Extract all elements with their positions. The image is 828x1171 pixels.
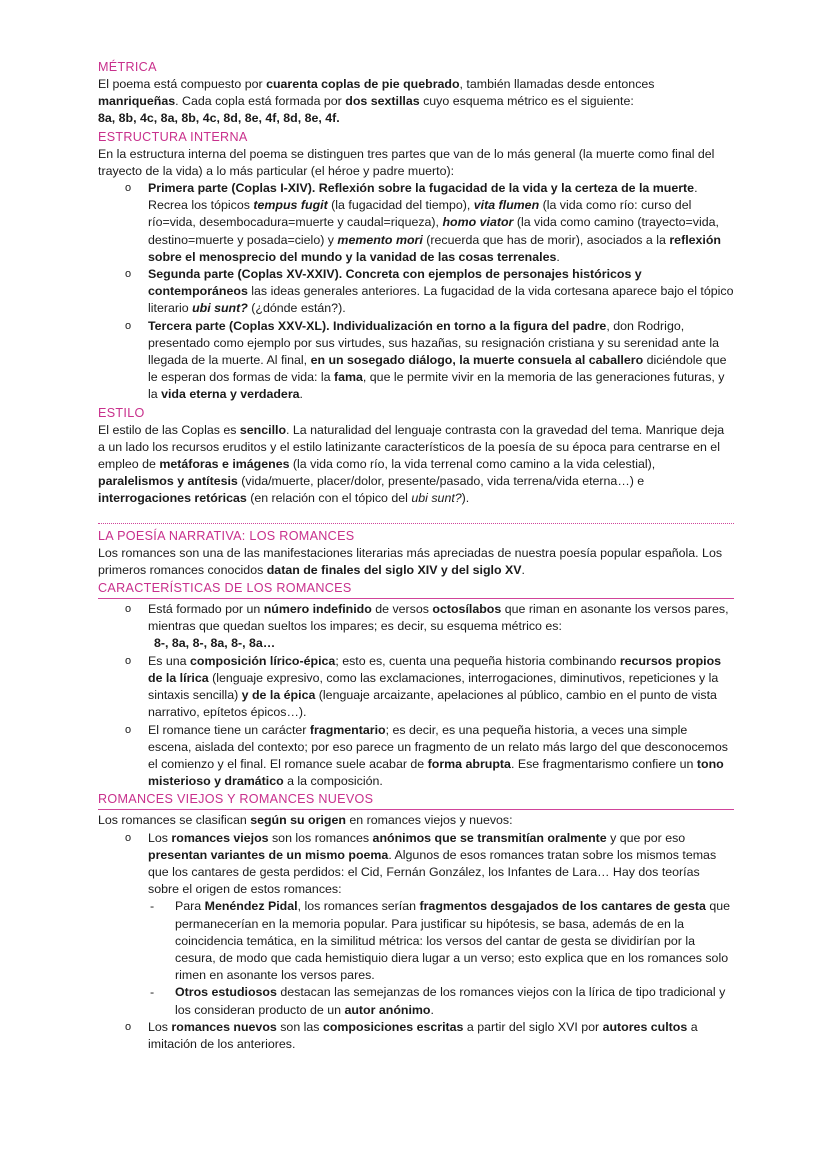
section-heading-caracteristicas: CARACTERÍSTICAS DE LOS ROMANCES <box>98 580 734 599</box>
list-item: - Para Menéndez Pidal, los romances serían fragmentos desgajados de los cantares de gesta que permanecerían en la memoria popular. Para justificar su hipótesis, se basa, además de en la coincidencia temática, en la similitud métrica: los versos del cantar de gesta se dividirían por la cesura, de modo que cada hemistiquio diera lugar a un verso; esto explica que en los romances solo rimen en asonante los versos pares. <box>175 898 734 984</box>
metrica-paragraph: El poema está compuesto por cuarenta coplas de pie quebrado, también llamadas desde entonces manriqueñas. Cada copla está formada por dos sextillas cuyo esquema métrico es el siguiente: <box>98 77 655 109</box>
section-heading-estilo: ESTILO <box>98 405 145 420</box>
dotted-divider <box>98 523 734 524</box>
document-page <box>98 58 734 1053</box>
list-item: o Los romances nuevos son las composiciones escritas a partir del siglo XVI por autores cultos a imitación de los anteriores. <box>148 1019 734 1053</box>
list-item: o Primera parte (Coplas I-XIV). Reflexión sobre la fugacidad de la vida y la certeza de la muerte. Recrea los tópicos tempus fugit (la fugacidad del tiempo), vita flumen (la vida como río: curso del río=vida, desembocadura=muerte y caudal=riqueza), homo viator (la vida como camino (trayecto=vida, destino=muerte y posada=cielo) y memento mori (recuerda que has de morir), asociados a la reflexión sobre el menosprecio del mundo y la vanidad de las cosas terrenales. <box>148 180 734 266</box>
theories-list <box>148 898 734 1018</box>
viejos-nuevos-intro: Los romances se clasifican según su origen en romances viejos y nuevos: <box>98 813 513 828</box>
romance-scheme: 8-, 8a, 8-, 8a, 8-, 8a… <box>154 636 276 651</box>
estructura-list <box>98 180 734 404</box>
section-heading-romances-viejos-nuevos: ROMANCES VIEJOS Y ROMANCES NUEVOS <box>98 791 734 810</box>
narrativa-paragraph: Los romances son una de las manifestaciones literarias más apreciadas de nuestra poesía popular española. Los primeros romances conocidos datan de finales del siglo XIV y del siglo XV. <box>98 545 723 577</box>
estructura-intro: En la estructura interna del poema se distinguen tres partes que van de lo más general (la muerte como final del trayecto de la vida) a lo más particular (el héroe y padre muerto): <box>98 146 715 178</box>
list-item: o Segunda parte (Coplas XV-XXIV). Concreta con ejemplos de personajes históricos y contemporáneos las ideas generales anteriores. La fugacidad de la vida cortesana aparece bajo el tópico literario ubi sunt? (¿dónde están?). <box>148 266 734 318</box>
estilo-paragraph: El estilo de las Coplas es sencillo. La naturalidad del lenguaje contrasta con la gravedad del tema. Manrique deja a un lado los recursos eruditos y el estilo latinizante característicos de la poesía de su época para centrarse en el empleo de metáforas e imágenes (la vida como río, la vida terrenal como camino a la vida celestial), paralelismos y antítesis (vida/muerte, placer/dolor, presente/pasado, vida terrena/vida eterna…) e interrogaciones retóricas (en relación con el tópico del ubi sunt?). <box>98 422 725 506</box>
section-heading-metrica: MÉTRICA <box>98 60 157 74</box>
list-item: o Es una composición lírico-épica; esto es, cuenta una pequeña historia combinando recursos propios de la lírica (lenguaje expresivo, como las exclamaciones, interrogaciones, diminutivos, repeticiones y la sintaxis sencilla) y de la épica (lenguaje arcaizante, apelaciones al público, cambio en el punto de vista narrativo, epítetos épicos…). <box>148 653 734 722</box>
metrica-scheme: 8a, 8b, 4c, 8a, 8b, 4c, 8d, 8e, 4f, 8d, 8e, 4f. <box>98 111 340 126</box>
list-item: o Está formado por un número indefinido de versos octosílabos que riman en asonante los versos pares, mientras que quedan sueltos los impares; es decir, su esquema métrico es: 8-, 8a, 8-, 8a, 8-, 8a… <box>148 601 734 653</box>
viejos-nuevos-list <box>98 830 734 1054</box>
list-item: o El romance tiene un carácter fragmentario; es decir, es una pequeña historia, a veces una simple escena, aislada del contexto; por eso parece un fragmento de un relato más largo del que desconocemos el comienzo y el final. El romance suele acabar de forma abrupta. Ese fragmentarismo confiere un tono misterioso y dramático a la composición. <box>148 722 734 791</box>
list-item: o Los romances viejos son los romances anónimos que se transmitían oralmente y que por eso presentan variantes de un mismo poema. Algunos de esos romances tratan sobre los mismos temas que los cantares de gesta perdidos: el Cid, Fernán González, los Infantes de Lara… Hay dos teorías sobre el origen de estos romances: - Para Menéndez Pidal, los romances serían fragmentos desgajados de los cantares de gesta que permanecerían en la memoria popular. Para justificar su hipótesis, se basa, además de en la coincidencia temática, en la similitud métrica: los versos del cantar de gesta se dividirían por la cesura, de modo que cada hemistiquio diera lugar a un verso; esto explica que en los romances solo rimen en asonante los versos pares. - Otros estudiosos destacan las semejanzas de los romances viejos con la lírica de tipo tradicional y los consideran producto de un autor anónimo. <box>148 830 734 1019</box>
list-item: o Tercera parte (Coplas XXV-XL). Individualización en torno a la figura del padre, don Rodrigo, presentado como ejemplo por sus virtudes, sus hazañas, su resignación cristiana y su serenidad ante la llegada de la muerte. Al final, en un sosegado diálogo, la muerte consuela al caballero diciéndole que le esperan dos formas de vida: la fama, que le permite vivir en la memoria de las generaciones futuras, y la vida eterna y verdadera. <box>148 318 734 404</box>
section-heading-estructura: ESTRUCTURA INTERNA <box>98 129 248 144</box>
list-item: - Otros estudiosos destacan las semejanzas de los romances viejos con la lírica de tipo tradicional y los consideran producto de un autor anónimo. <box>175 984 734 1018</box>
section-heading-poesia-narrativa: LA POESÍA NARRATIVA: LOS ROMANCES <box>98 528 355 543</box>
caracteristicas-list <box>98 601 734 790</box>
